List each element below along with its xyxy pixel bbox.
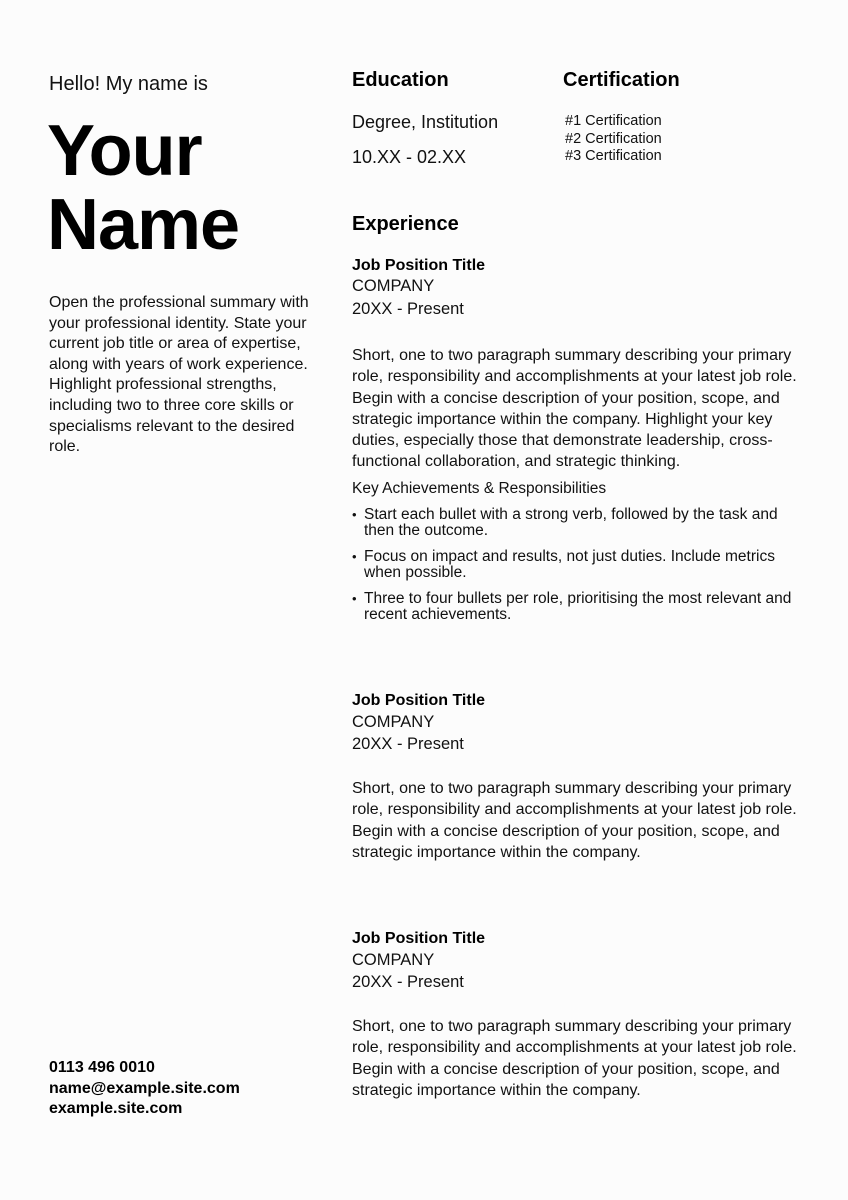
job-title: Job Position Title (352, 257, 486, 274)
job-entry-1 (352, 257, 800, 633)
job-company: COMPANY (352, 277, 435, 295)
job-entry-3 (352, 930, 800, 1101)
contact-phone: 0113 496 0010 (49, 1059, 155, 1076)
job-dates: 20XX - Present (352, 735, 464, 753)
contact-website: example.site.com (49, 1100, 183, 1118)
job-title: Job Position Title (352, 692, 486, 709)
achievement-bullet: • Focus on impact and results, not just duties. Include metrics when possible. (352, 549, 800, 582)
certification-heading: Certification (563, 69, 680, 91)
full-name (47, 111, 240, 265)
name-second-line: Name (47, 185, 240, 265)
job-description: Short, one to two paragraph summary describing your primary role, responsibility and accomplishments at your latest job role. Begin with a concise description of your position, scope, and strategic importance within the company. Highlight your key duties, especially those that demonstrate leadership, cross-functional collaboration, and strategic thinking. (352, 347, 797, 471)
job-entry-2 (352, 692, 800, 863)
experience-heading: Experience (352, 213, 459, 235)
certification-item: #3 Certification (565, 148, 662, 164)
job-company: COMPANY (352, 713, 435, 731)
job-title: Job Position Title (352, 930, 486, 947)
achievement-bullet: • Three to four bullets per role, prioritising the most relevant and recent achievements. (352, 591, 800, 624)
name-first-line: Your (47, 111, 202, 191)
professional-summary: Open the professional summary with your professional identity. State your current job title or area of expertise, along with years of work experience. Highlight professional strengths, including two to three core skills or specialisms relevant to the desired role. (49, 294, 309, 456)
job-description: Short, one to two paragraph summary describing your primary role, responsibility and accomplishments at your latest job role. Begin with a concise description of your position, scope, and strategic importance within the company. (352, 1018, 797, 1099)
job-dates: 20XX - Present (352, 973, 464, 991)
education-heading: Education (352, 69, 449, 91)
certification-item: #2 Certification (565, 130, 662, 147)
achievements-list (352, 507, 800, 624)
job-company: COMPANY (352, 951, 435, 969)
job-dates: 20XX - Present (352, 300, 464, 318)
certification-item: #1 Certification (565, 113, 662, 129)
achievements-label: Key Achievements & Responsibilities (352, 479, 607, 497)
education-degree: Degree, Institution (352, 112, 499, 132)
job-description: Short, one to two paragraph summary describing your primary role, responsibility and accomplishments at your latest job role. Begin with a concise description of your position, scope, and strategic importance within the company. (352, 780, 797, 861)
greeting: Hello! My name is (49, 73, 208, 95)
certification-list (565, 113, 662, 166)
achievement-bullet: • Start each bullet with a strong verb, followed by the task and then the outcome. (352, 507, 800, 540)
contact-email: name@example.site.com (49, 1079, 240, 1097)
education-dates: 10.XX - 02.XX (352, 147, 467, 167)
contact-block (49, 1058, 240, 1120)
